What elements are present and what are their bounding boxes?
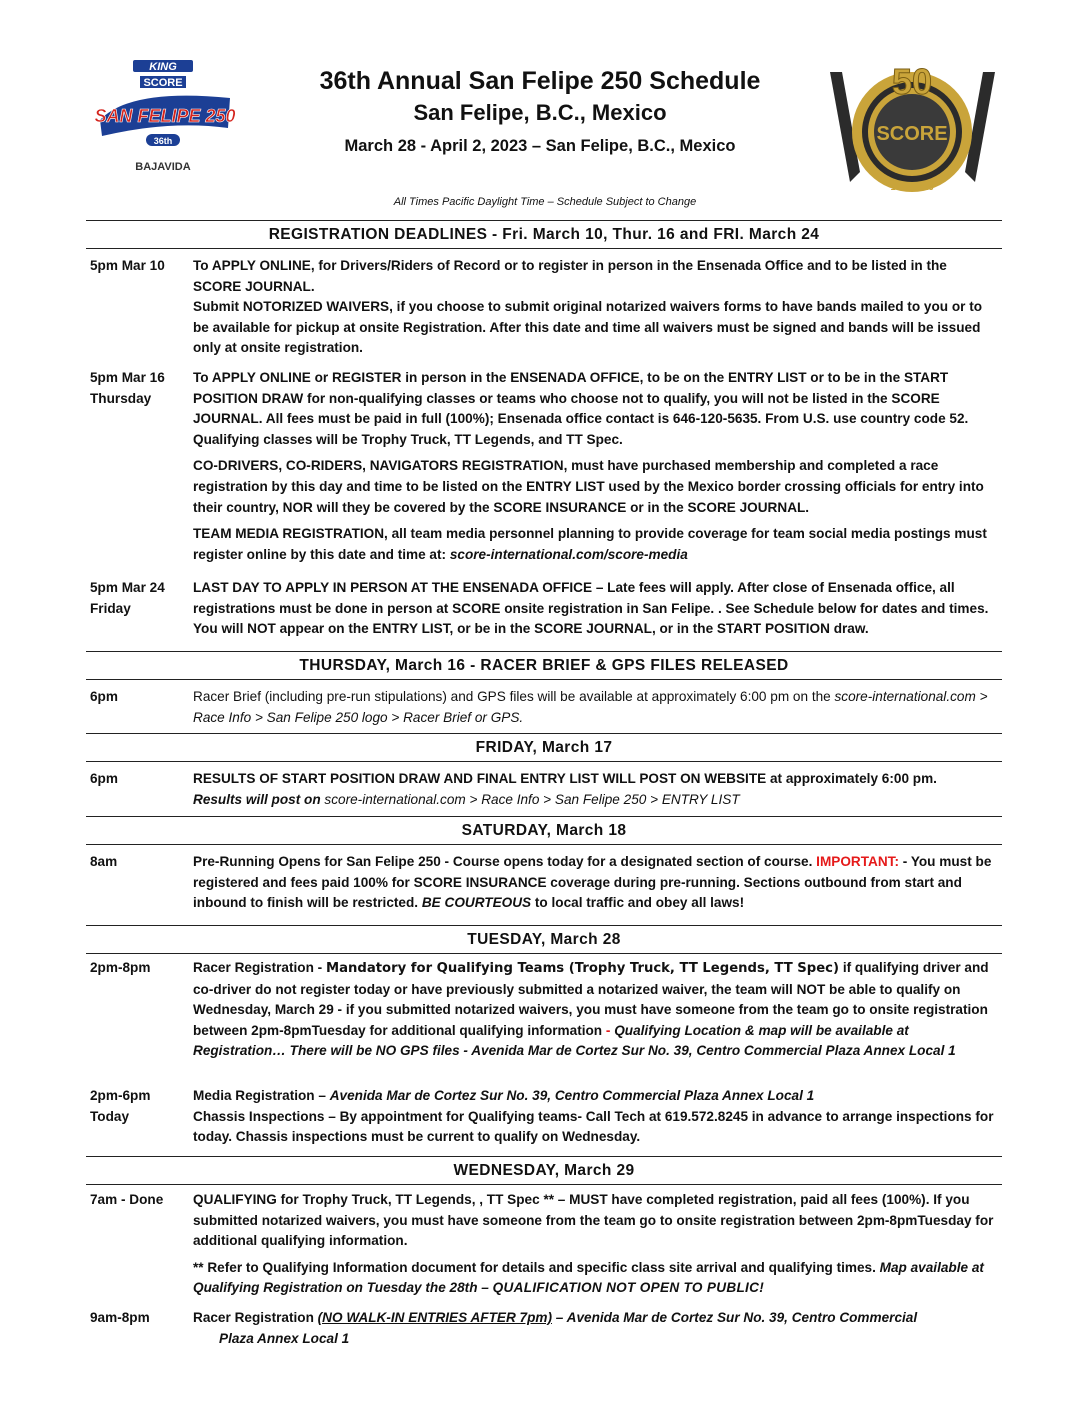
logo-years-text: 1973-2023 [890,182,934,192]
section-header-thursday: THURSDAY, March 16 - RACER BRIEF & GPS FILES RELEASED [86,651,1002,680]
title-block [250,66,830,160]
racer-brief-link[interactable]: score-international.com > Race Info > San Felipe 250 logo > Racer Brief or GPS. [193,689,988,725]
section-header-wednesday: WEDNESDAY, March 29 [86,1156,1002,1185]
section-header-saturday: SATURDAY, March 18 [86,816,1002,845]
section-header-friday: FRIDAY, March 17 [86,733,1002,762]
logo-king-text: KING [149,61,177,73]
logo-main-text: SAN FELIPE 250 [94,106,236,126]
important-label: IMPORTANT: [816,854,899,869]
score-50th-anniversary-logo [820,52,1005,202]
row-description: Racer Registration (NO WALK-IN ENTRIES AFTER 7pm) – Avenida Mar de Cortez Sur No. 39, Centro Commercial Plaza Annex Local 1 [193,1310,918,1346]
row-time: 5pm Mar 24 Friday [90,580,165,616]
row-description: To APPLY ONLINE or REGISTER in person in the ENSENADA OFFICE, to be on the ENTRY LIST or to be in the START POSITION DRAW for non-qualifying classes or teams who choose not to qualify, you will not be listed in the SCORE JOURNAL. All fees must be paid in full (100%); Ensenada office contact is 646-120-5635. From U.S. use country code 52. Qualifying classes will be Trophy Truck, TT Legends, and TT Spec. CO-DRIVERS, CO-RIDERS, NAVIGATORS REGISTRATION, must have purchased membership and completed a race registration by this day and time to be listed on the ENTRY LIST used by the Mexico border crossing officials for entry into their country, NOR will they be covered by the SCORE INSURANCE or in the SCORE JOURNAL. TEAM MEDIA REGISTRATION, all team media personnel planning to provide coverage for team social media postings must register online by this date and time at: score-international.com/score-media [193,370,987,562]
row-time: 2pm-6pm Today [90,1088,151,1124]
timezone-note: All Times Pacific Daylight Time – Schedule Subject to Change [393,196,697,208]
logo-50-text: 50 [891,61,933,102]
event-dates: March 28 - April 2, 2023 – San Felipe, B.C., Mexico [344,137,736,155]
row-time: 2pm-8pm [90,960,151,975]
logo-score-50-text: SCORE [876,123,948,145]
row-time: 5pm Mar 10 [90,258,165,273]
row-time: 9am-8pm [90,1310,150,1325]
row-description: Media Registration – Avenida Mar de Cortez Sur No. 39, Centro Commercial Plaza Annex Local 1 Chassis Inspections – By appointment for Qualifying teams- Call Tech at 619.572.8245 in advance to arrange inspections for today. Chassis inspections must be current to qualify on Wednesday. [193,1088,994,1145]
san-felipe-250-logo [90,58,240,183]
section-header-tuesday: TUESDAY, March 28 [86,925,1002,954]
row-time: 6pm [90,771,118,786]
row-description: LAST DAY TO APPLY IN PERSON AT THE ENSENADA OFFICE – Late fees will apply. After close of Ensenada office, all registrations must be done in person at SCORE onsite registration in San Felipe. . See Schedule below for dates and times. You will NOT appear on the ENTRY LIST, or be in the SCORE JOURNAL, or in the START POSITION draw. [193,580,989,637]
media-link[interactable]: score-international.com/score-media [449,546,688,562]
row-description: Pre-Running Opens for San Felipe 250 - Course opens today for a designated section of course. IMPORTANT: - You must be registered and fees paid 100% for SCORE INSURANCE coverage during pre-running. Sections outbound from start and inbound to finish will be restricted. BE COURTEOUS to local traffic and obey all laws! [193,854,992,911]
row-time: 5pm Mar 16 Thursday [90,370,165,406]
row-description: QUALIFYING for Trophy Truck, TT Legends, , TT Spec ** – MUST have completed registration, paid all fees (100%). If you submitted notarized waivers, you must have someone from the team go to onsite registration between 2pm-8pmTuesday for additional qualifying information. ** Refer to Qualifying Information document for details and specific class site arrival and qualifying times. Map available at Qualifying Registration on Tuesday the 28th – QUALIFICATION NOT OPEN TO PUBLIC! [193,1192,994,1296]
logo-sponsor-text: BAJAVIDA [135,161,191,173]
row-description: Racer Brief (including pre-run stipulations) and GPS files will be available at approximately 6:00 pm on the score-international.com > Race Info > San Felipe 250 logo > Racer Brief or GPS. [193,689,988,725]
row-description: To APPLY ONLINE, for Drivers/Riders of Record or to register in person in the Ensenada Office and to be listed in the SCORE JOURNAL. Submit NOTORIZED WAIVERS, if you choose to submit original notarized waivers forms to have bands mailed to you or to be available for pickup at onsite Registration. After this date and time all waivers must be signed and bands will be issued only at onsite registration. [193,258,983,356]
row-time: 8am [90,854,118,869]
page-subtitle: San Felipe, B.C., Mexico [413,100,667,125]
row-time: 7am - Done [90,1192,164,1207]
row-time: 6pm [90,689,118,704]
entry-list-link[interactable]: score-international.com > Race Info > San Felipe 250 > ENTRY LIST [324,791,740,807]
section-header-registration-deadlines: REGISTRATION DEADLINES - Fri. March 10, Thur. 16 and FRI. March 24 [86,220,1002,249]
logo-score-text: SCORE [143,77,183,89]
row-description: Racer Registration - Mandatory for Qualifying Teams (Trophy Truck, TT Legends, TT Spec) if qualifying driver and co-driver do not register today or have previously submitted a notarized waiver, the team will NOT be able to qualify on Wednesday, March 29 - if you submitted notarized waivers, you must have someone from the team go to onsite registration between 2pm-8pmTuesday for additional qualifying information - Qualifying Location & map will be available at Registration… There will be NO GPS files - Avenida Mar de Cortez Sur No. 39, Centro Commercial Plaza Annex Local 1 [193,960,989,1059]
page-title: 36th Annual San Felipe 250 Schedule [319,67,761,95]
row-description: RESULTS OF START POSITION DRAW AND FINAL ENTRY LIST WILL POST ON WEBSITE at approximately 6:00 pm. Results will post on score-international.com > Race Info > San Felipe 250 > ENTRY LIST [193,771,937,807]
logo-edition-text: 36th [153,136,173,146]
